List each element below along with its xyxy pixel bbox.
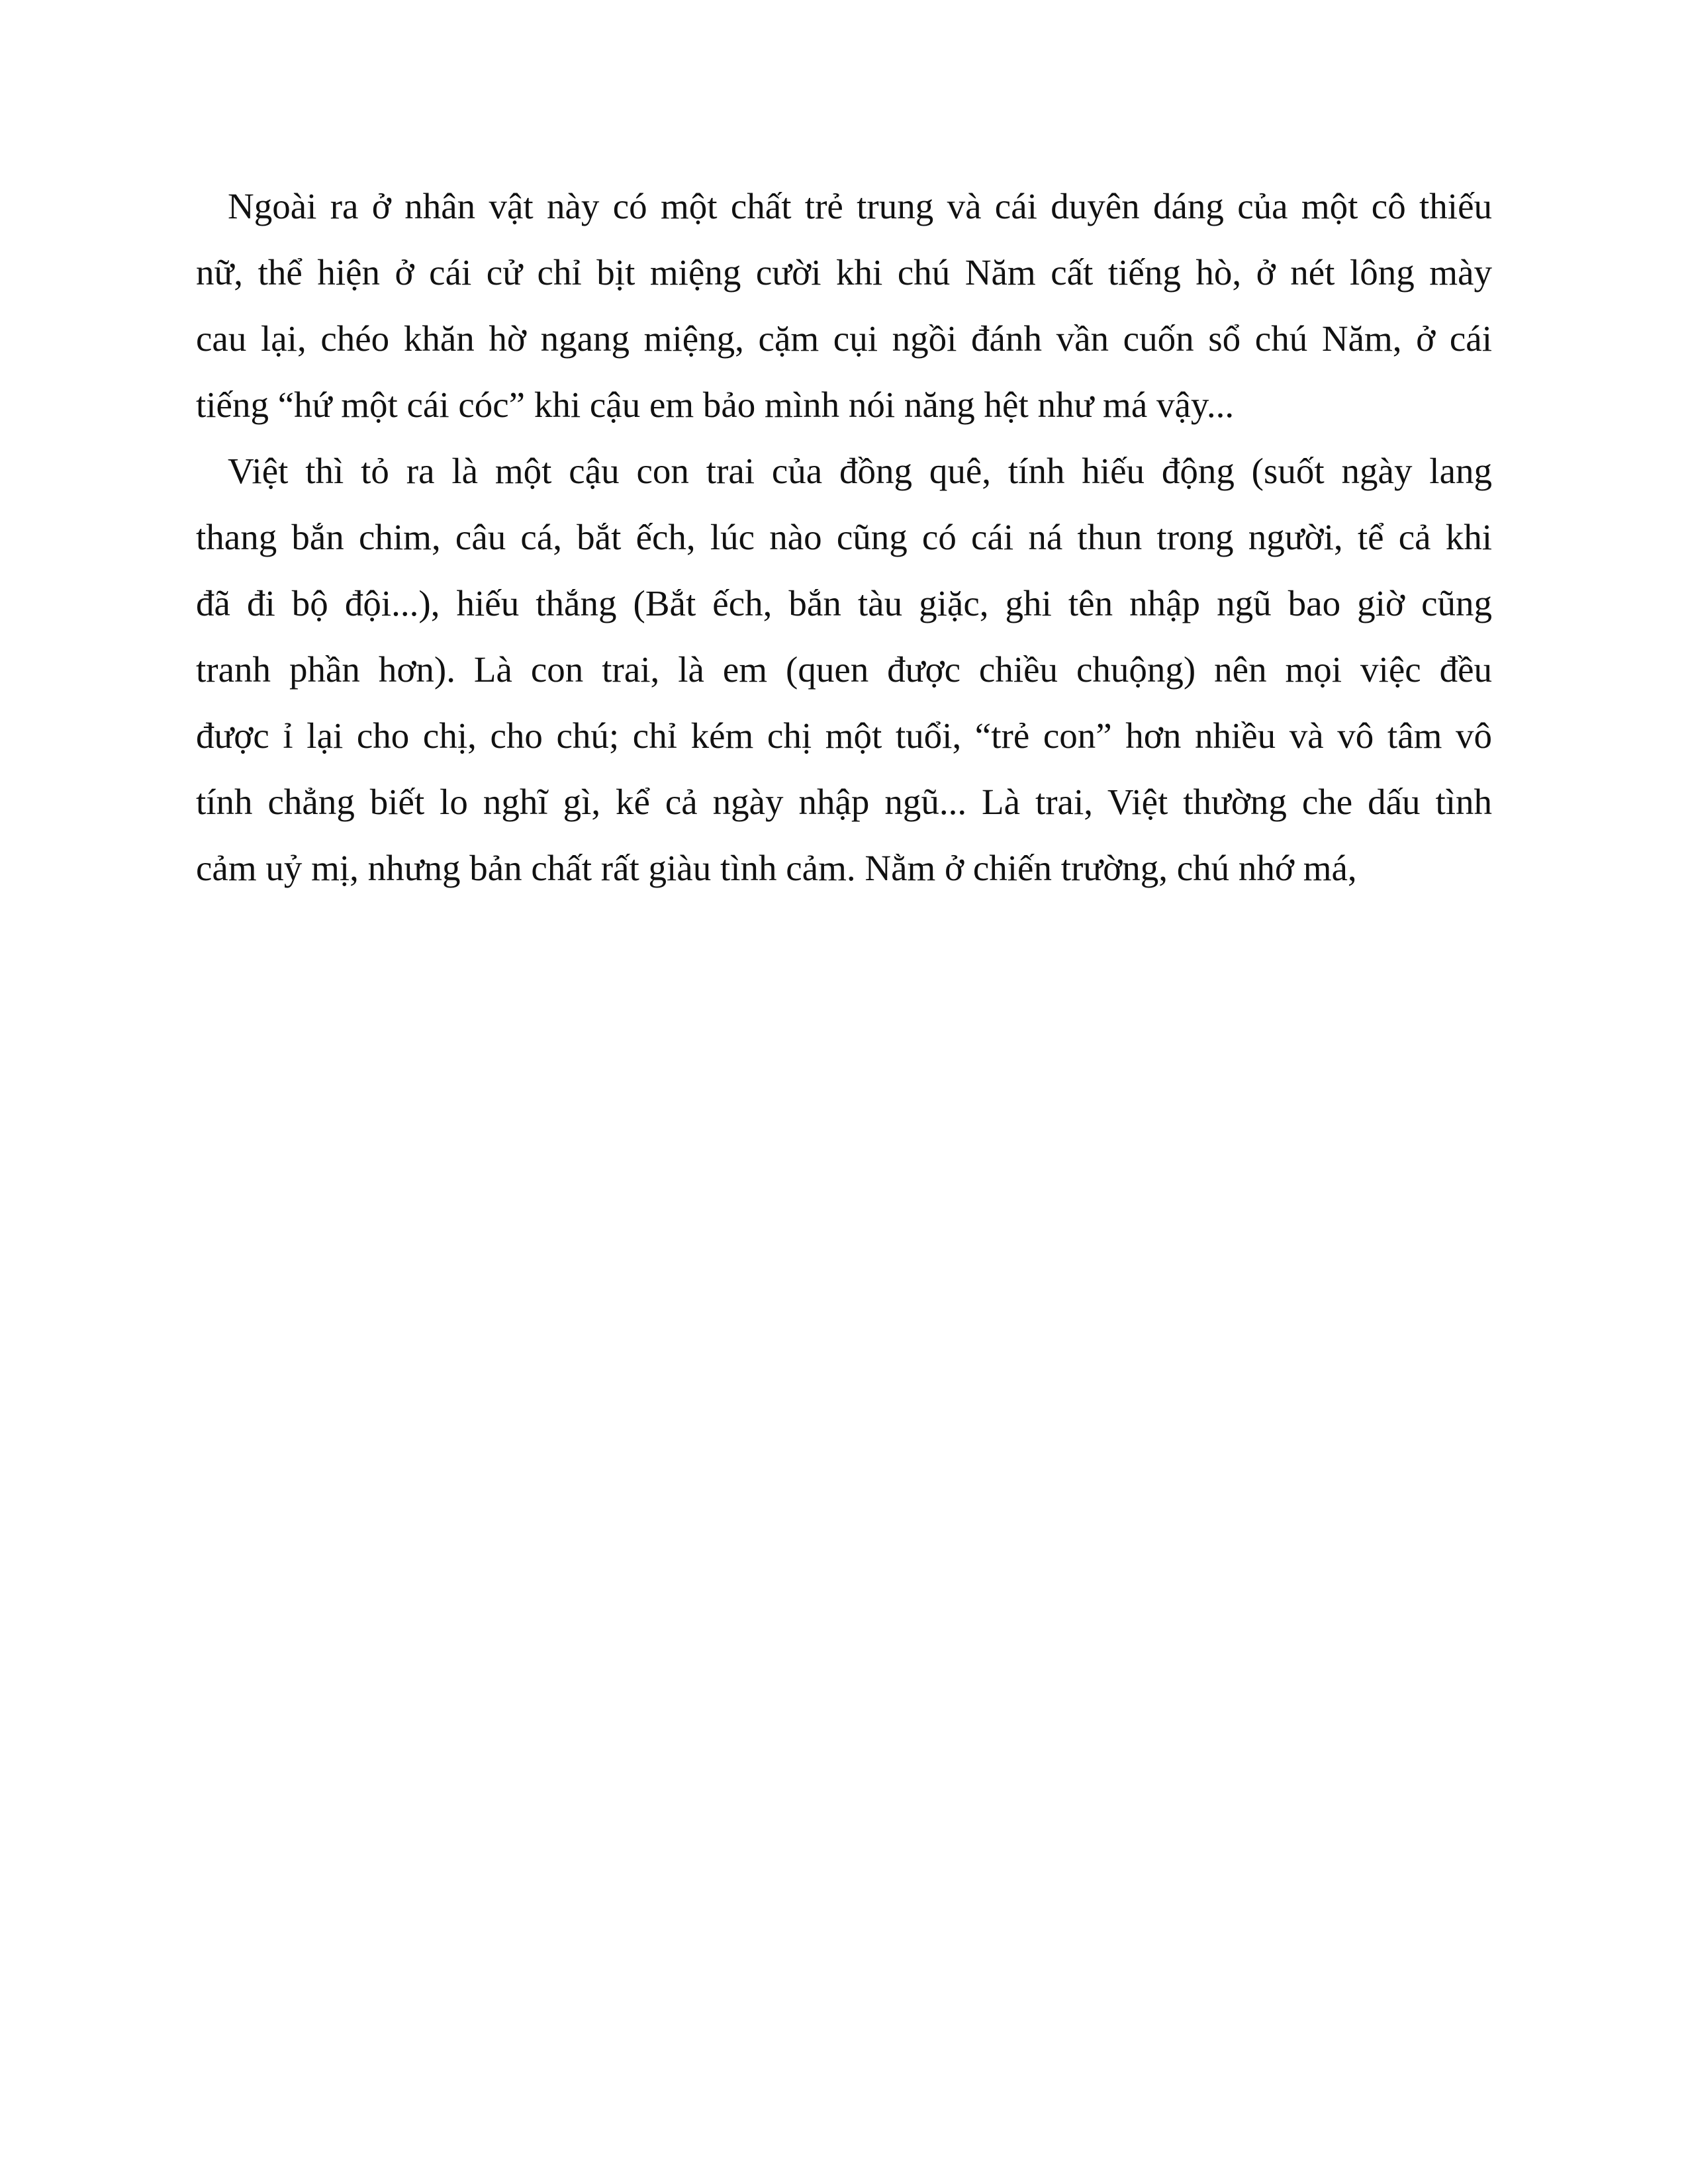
paragraph-line: cau lại, chéo khăn hờ ngang miệng, cặm cụi ngồi đánh vần cuốn sổ chú Năm, ở cái xyxy=(196,318,1492,359)
paragraph-line: tiếng “hứ một cái cóc” khi cậu em bảo mình nói năng hệt như má vậy... xyxy=(196,385,1235,425)
paragraph-line: cảm uỷ mị, nhưng bản chất rất giàu tình cảm. Nằm ở chiến trường, chú nhớ má, xyxy=(196,848,1357,888)
paragraph-line: thang bắn chim, câu cá, bắt ếch, lúc nào cũng có cái ná thun trong người, tể cả khi xyxy=(196,517,1492,557)
paragraph-line: nữ, thể hiện ở cái cử chỉ bịt miệng cười khi chú Năm cất tiếng hò, ở nét lông mày xyxy=(196,252,1492,293)
paragraph-2 xyxy=(196,438,1492,901)
paragraph-1 xyxy=(196,173,1492,438)
paragraph-line: tranh phần hơn). Là con trai, là em (quen được chiều chuộng) nên mọi việc đều xyxy=(196,649,1492,690)
paragraph-line: Ngoài ra ở nhân vật này có một chất trẻ trung và cái duyên dáng của một cô thiếu xyxy=(228,186,1492,226)
paragraph-line: Việt thì tỏ ra là một cậu con trai của đồng quê, tính hiếu động (suốt ngày lang xyxy=(228,451,1492,491)
paragraph-line: được ỉ lại cho chị, cho chú; chỉ kém chị một tuổi, “trẻ con” hơn nhiều và vô tâm vô xyxy=(196,715,1492,756)
paragraph-line: tính chẳng biết lo nghĩ gì, kể cả ngày nhập ngũ... Là trai, Việt thường che dấu tình xyxy=(196,782,1492,822)
paragraph-line: đã đi bộ đội...), hiếu thắng (Bắt ếch, bắn tàu giặc, ghi tên nhập ngũ bao giờ cũng xyxy=(196,583,1492,623)
body-text xyxy=(196,173,1492,901)
